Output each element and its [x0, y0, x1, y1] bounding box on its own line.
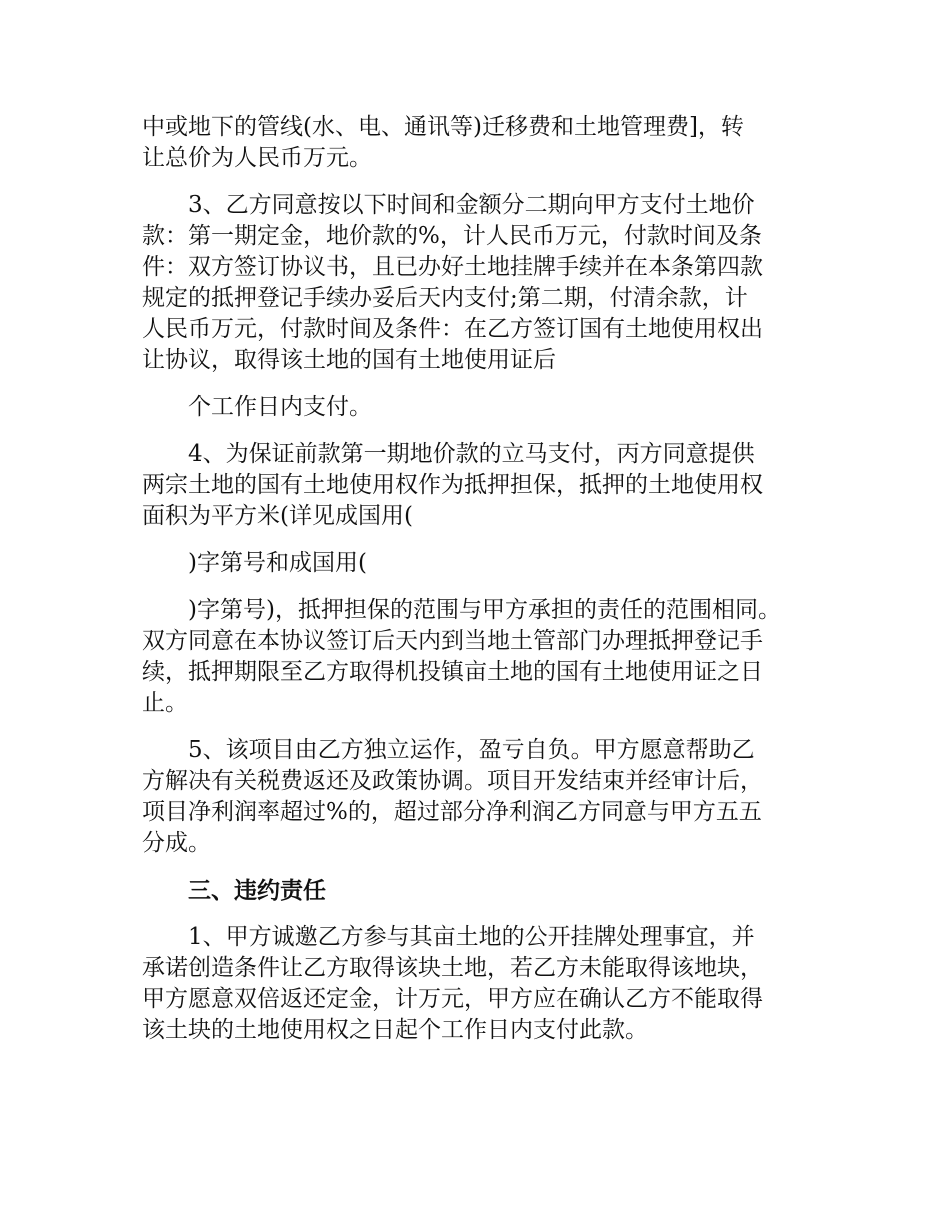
- paragraph-clause-3: [142, 190, 818, 376]
- text-line: 让总价为人民币万元。: [142, 145, 372, 171]
- text-line: 件：双方签订协议书，且已办好土地挂牌手续并在本条第四款: [142, 254, 763, 280]
- text-line: 3、乙方同意按以下时间和金额分二期向甲方支付土地价: [188, 192, 755, 218]
- text-line: 两宗土地的国有土地使用权作为抵押担保，抵押的土地使用权: [142, 472, 763, 498]
- text-line: 承诺创造条件让乙方取得该块土地，若乙方未能取得该地块，: [142, 955, 763, 981]
- text-line: 款：第一期定金，地价款的%，计人民币万元，付款时间及条: [142, 223, 762, 249]
- text-line: 个工作日内支付。: [188, 394, 372, 420]
- paragraph-clause-4: [142, 439, 818, 532]
- paragraph-clause-5: [142, 735, 818, 859]
- text-line: 甲方愿意双倍返还定金，计万元，甲方应在确认乙方不能取得: [142, 986, 763, 1012]
- text-line: 面积为平方米(详见成国用(: [142, 503, 413, 529]
- text-line: 分成。: [142, 830, 211, 856]
- text-line: 止。: [142, 690, 188, 716]
- paragraph-mortgage-scope: [142, 595, 818, 719]
- paragraph-certificate-ref: [142, 548, 818, 579]
- paragraph-land-price-total: [142, 112, 818, 174]
- text-line: )字第号和成国用(: [188, 550, 367, 576]
- text-line: 双方同意在本协议签订后天内到当地土管部门办理抵押登记手: [142, 628, 763, 654]
- text-line: 1、甲方诚邀乙方参与其亩土地的公开挂牌处理事宜，并: [188, 924, 755, 950]
- paragraph-breach-clause-1: [142, 922, 818, 1046]
- text-line: 该土块的土地使用权之日起个工作日内支付此款。: [142, 1017, 648, 1043]
- paragraph-payment-deadline: [142, 392, 818, 423]
- section-heading-breach-liability: 三、违约责任: [188, 877, 326, 904]
- text-line: 续，抵押期限至乙方取得机投镇亩土地的国有土地使用证之日: [142, 659, 763, 685]
- text-line: 项目净利润率超过%的，超过部分净利润乙方同意与甲方五五: [142, 799, 762, 825]
- text-line: 方解决有关税费返还及政策协调。项目开发结束并经审计后，: [142, 768, 763, 794]
- text-line: 人民币万元，付款时间及条件：在乙方签订国有土地使用权出: [142, 316, 763, 342]
- text-line: 规定的抵押登记手续办妥后天内支付;第二期，付清余款，计: [142, 285, 748, 311]
- text-line: 中或地下的管线(水、电、通讯等)迁移费和土地管理费]，转: [142, 114, 744, 140]
- text-line: )字第号)，抵押担保的范围与甲方承担的责任的范围相同。: [188, 597, 781, 623]
- text-line: 4、为保证前款第一期地价款的立马支付，丙方同意提供: [188, 441, 755, 467]
- text-line: 5、该项目由乙方独立运作，盈亏自负。甲方愿意帮助乙: [188, 737, 755, 763]
- document-page: [142, 112, 818, 1062]
- text-line: 让协议，取得该土地的国有土地使用证后: [142, 347, 556, 373]
